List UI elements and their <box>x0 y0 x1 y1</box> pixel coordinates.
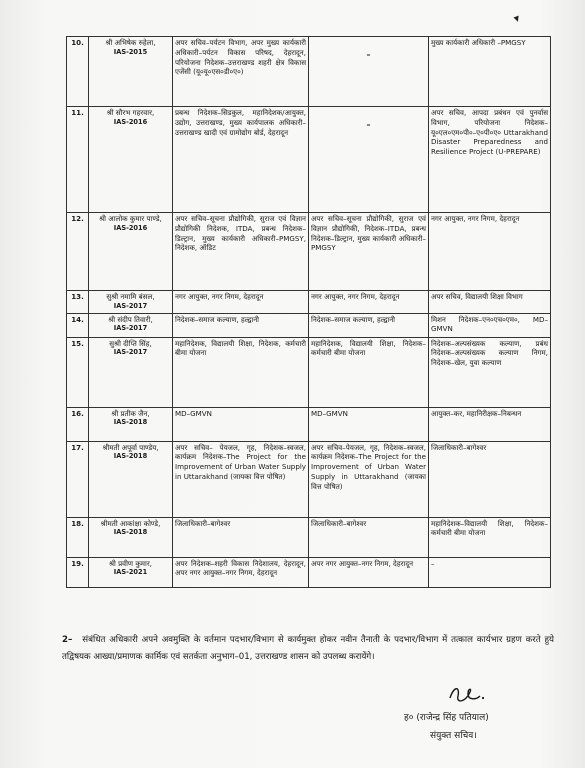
officer-cell <box>89 213 173 291</box>
empty-dash: – <box>366 50 371 59</box>
officer-name: श्री संदीप तिवारी, <box>108 314 153 324</box>
table-row <box>67 291 551 314</box>
current-post-cell: नगर आयुक्त, नगर निगम, देहरादून <box>173 291 309 314</box>
officer-name: श्री प्रवीण कुमार, <box>109 558 152 568</box>
corner-mark: ▾ <box>511 11 522 26</box>
officer-service-batch: IAS-2017 <box>113 301 148 310</box>
serial-number-cell: 11. <box>67 107 89 213</box>
officer-cell <box>89 557 173 587</box>
table-row <box>67 37 551 107</box>
officer-name: श्री आलोक कुमार पाण्डे, <box>99 214 162 223</box>
instruction-paragraph <box>62 632 554 666</box>
current-post-cell: MD–GMVN <box>173 407 309 441</box>
officer-cell <box>89 517 173 557</box>
serial-number-cell: 17. <box>67 441 89 517</box>
table-row <box>67 557 551 587</box>
relieved-post-cell: जिलाधिकारी–बागेश्वर <box>309 517 429 557</box>
paragraph-number: 2– <box>62 635 73 645</box>
officer-cell <box>89 441 173 517</box>
paragraph-text: संबंधित अधिकारी अपने अवमुक्ति के वर्तमान पदभार/विभाग से कार्यमुक्त होकर नवीन तैनाती के पदभार/विभाग में तत्काल कार्यभार ग्रहण करते हुये तद्विषयक आख्या/प्रमाणक कार्मिक एवं सतर्कता अनुभाग–01, उत्तराखण्ड शासन को उपलब्ध करायेंगे। <box>62 635 554 662</box>
current-post-cell: अपर सचिव–सूचना प्रौद्योगिकी, सुराज एवं विज्ञान प्रौद्योगिकी निदेशक, ITDA, प्रबन्ध निदेशक–डिल्ट्रान, मुख्य कार्यकारी अधिकारी–PMGSY, निदेशक, ऑडिट <box>173 213 309 291</box>
new-post-cell: आयुक्त–कर, महानिरीक्षक–निबन्धन <box>429 407 551 441</box>
relieved-post-cell: अपर नगर आयुक्त–नगर निगम, देहरादून <box>309 557 429 587</box>
officer-name: श्रीमती आकांक्षा कोण्डे, <box>100 518 161 528</box>
officer-cell <box>89 107 173 213</box>
officer-name: सुश्री नमामि बंसल, <box>106 292 155 301</box>
table-row <box>67 313 551 337</box>
current-post-cell: महानिदेशक, विद्यालयी शिक्षा, निदेशक, कर्मचारी बीमा योजना <box>173 337 309 407</box>
transfer-table-body <box>67 37 551 588</box>
relieved-post-cell <box>309 37 429 107</box>
relieved-post-cell: MD–GMVN <box>309 407 429 441</box>
serial-number-cell: 14. <box>67 313 89 337</box>
officer-name: सुश्री दीप्ति सिंह, <box>109 338 152 348</box>
table-row <box>67 337 551 407</box>
officer-name: श्री अभिषेक रुहेला, <box>105 38 156 47</box>
table-row <box>67 107 551 213</box>
officer-service-batch: IAS-2018 <box>113 452 148 461</box>
officer-service-batch: IAS-2018 <box>113 418 148 427</box>
serial-number-cell: 10. <box>67 37 89 107</box>
officer-name: श्री सौरभ गहरवार, <box>106 108 155 117</box>
current-post-cell: अपर निदेशक–शहरी विकास निदेशालय, देहरादून, अपर नगर आयुक्त–नगर निगम, देहरादून <box>173 557 309 587</box>
relieved-post-cell <box>309 107 429 213</box>
current-post-cell: अपर सचिव– पेयजल, गृह, निदेशक–स्वजल, कार्यक्रम निदेशक–The Project for the Improvement of Urban Water Supply in Uttarakhand (जायका वित्त पोषित) <box>173 441 309 517</box>
serial-number-cell: 12. <box>67 213 89 291</box>
table-row <box>67 441 551 517</box>
new-post-cell: जिलाधिकारी–बागेश्वर <box>429 441 551 517</box>
new-post-cell: नगर आयुक्त, नगर निगम, देहरादून <box>429 213 551 291</box>
signer-name: ह० (राजेन्द्र सिंह पतियाल) <box>404 713 489 723</box>
table-row <box>67 213 551 291</box>
signer-title: संयुक्त सचिव। <box>430 731 477 741</box>
officer-service-batch: IAS-2015 <box>113 47 148 56</box>
officer-cell <box>89 291 173 314</box>
relieved-post-cell: निदेशक–समाज कल्याण, हल्द्वानी <box>309 313 429 337</box>
officer-name: श्रीमती अपूर्वा पाण्डेय, <box>102 442 159 452</box>
empty-dash: – <box>366 120 371 129</box>
new-post-cell: मिशन निदेशक–एन०एच०एम०, MD–GMVN <box>429 313 551 337</box>
current-post-cell: निदेशक–समाज कल्याण, हल्द्वानी <box>173 313 309 337</box>
relieved-post-cell: नगर आयुक्त, नगर निगम, देहरादून <box>309 291 429 314</box>
relieved-post-cell: अपर सचिव–सूचना प्रौद्योगिकी, सुराज एवं विज्ञान प्रौद्योगिकी, निदेशक–ITDA, प्रबन्ध निदेशक–डिल्ट्रान, मुख्य कार्यकारी अधिकारी–PMGSY <box>309 213 429 291</box>
officer-cell <box>89 37 173 107</box>
signature-scribble <box>446 684 486 706</box>
current-post-cell: अपर सचिव–पर्यटन विभाग, अपर मुख्य कार्यकारी अधिकारी–पर्यटन विकास परिषद, देहरादून, परियोजना निदेशक–उत्तराखण्ड शहरी क्षेत्र विकास एजेंसी (यू०यू०एस०डी०ए०) <box>173 37 309 107</box>
officer-service-batch: IAS-2018 <box>113 528 148 537</box>
transfer-table <box>66 36 551 588</box>
current-post-cell: प्रबन्ध निदेशक–सिडकुल, महानिदेशक/आयुक्त, उद्योग, उत्तराखण्ड, मुख्य कार्यपालक अधिकारी–उत्तराखण्ड खादी एवं ग्रामोद्योग बोर्ड, देहरादून <box>173 107 309 213</box>
table-row <box>67 517 551 557</box>
new-post-cell: – <box>429 557 551 587</box>
table-row <box>67 407 551 441</box>
officer-service-batch: IAS-2017 <box>113 348 148 357</box>
officer-service-batch: IAS-2016 <box>113 223 148 232</box>
new-post-cell: निदेशक–अल्पसंख्यक कल्याण, प्रबंध निदेशक–अल्पसंख्यक कल्याण निगम, निदेशक–खेल, युवा कल्याण <box>429 337 551 407</box>
officer-cell <box>89 337 173 407</box>
new-post-cell: मुख्य कार्यकारी अधिकारी –PMGSY <box>429 37 551 107</box>
officer-service-batch: IAS-2017 <box>113 324 148 333</box>
serial-number-cell: 18. <box>67 517 89 557</box>
officer-name: श्री प्रतीक जैन, <box>111 408 150 418</box>
serial-number-cell: 15. <box>67 337 89 407</box>
current-post-cell: जिलाधिकारी–बागेश्वर <box>173 517 309 557</box>
officer-cell <box>89 407 173 441</box>
new-post-cell: महानिदेशक–विद्यालयी शिक्षा, निदेशक–कर्मचारी बीमा योजना <box>429 517 551 557</box>
new-post-cell: अपर सचिव, आपदा प्रबंधन एवं पुनर्वास विभाग, परियोजना निदेशक–यू०एल०एम०पी०–ए०पी०ए० Uttarakhand Disaster Preparedness and Resilience Project (U-PREPARE) <box>429 107 551 213</box>
serial-number-cell: 16. <box>67 407 89 441</box>
officer-service-batch: IAS-2021 <box>113 568 148 577</box>
serial-number-cell: 19. <box>67 557 89 587</box>
officer-cell <box>89 313 173 337</box>
relieved-post-cell: महानिदेशक, विद्यालयी शिक्षा, निदेशक–कर्मचारी बीमा योजना <box>309 337 429 407</box>
officer-service-batch: IAS-2016 <box>113 117 148 126</box>
new-post-cell: अपर सचिव, विद्यालयी शिक्षा विभाग <box>429 291 551 314</box>
serial-number-cell: 13. <box>67 291 89 314</box>
relieved-post-cell: अपर सचिव–पेयजल, गृह, निदेशक–स्वजल, कार्यक्रम निदेशक–The Project for the Improvement of Urban Water Supply in Uttarakhand (जायका वित्त पोषित) <box>309 441 429 517</box>
